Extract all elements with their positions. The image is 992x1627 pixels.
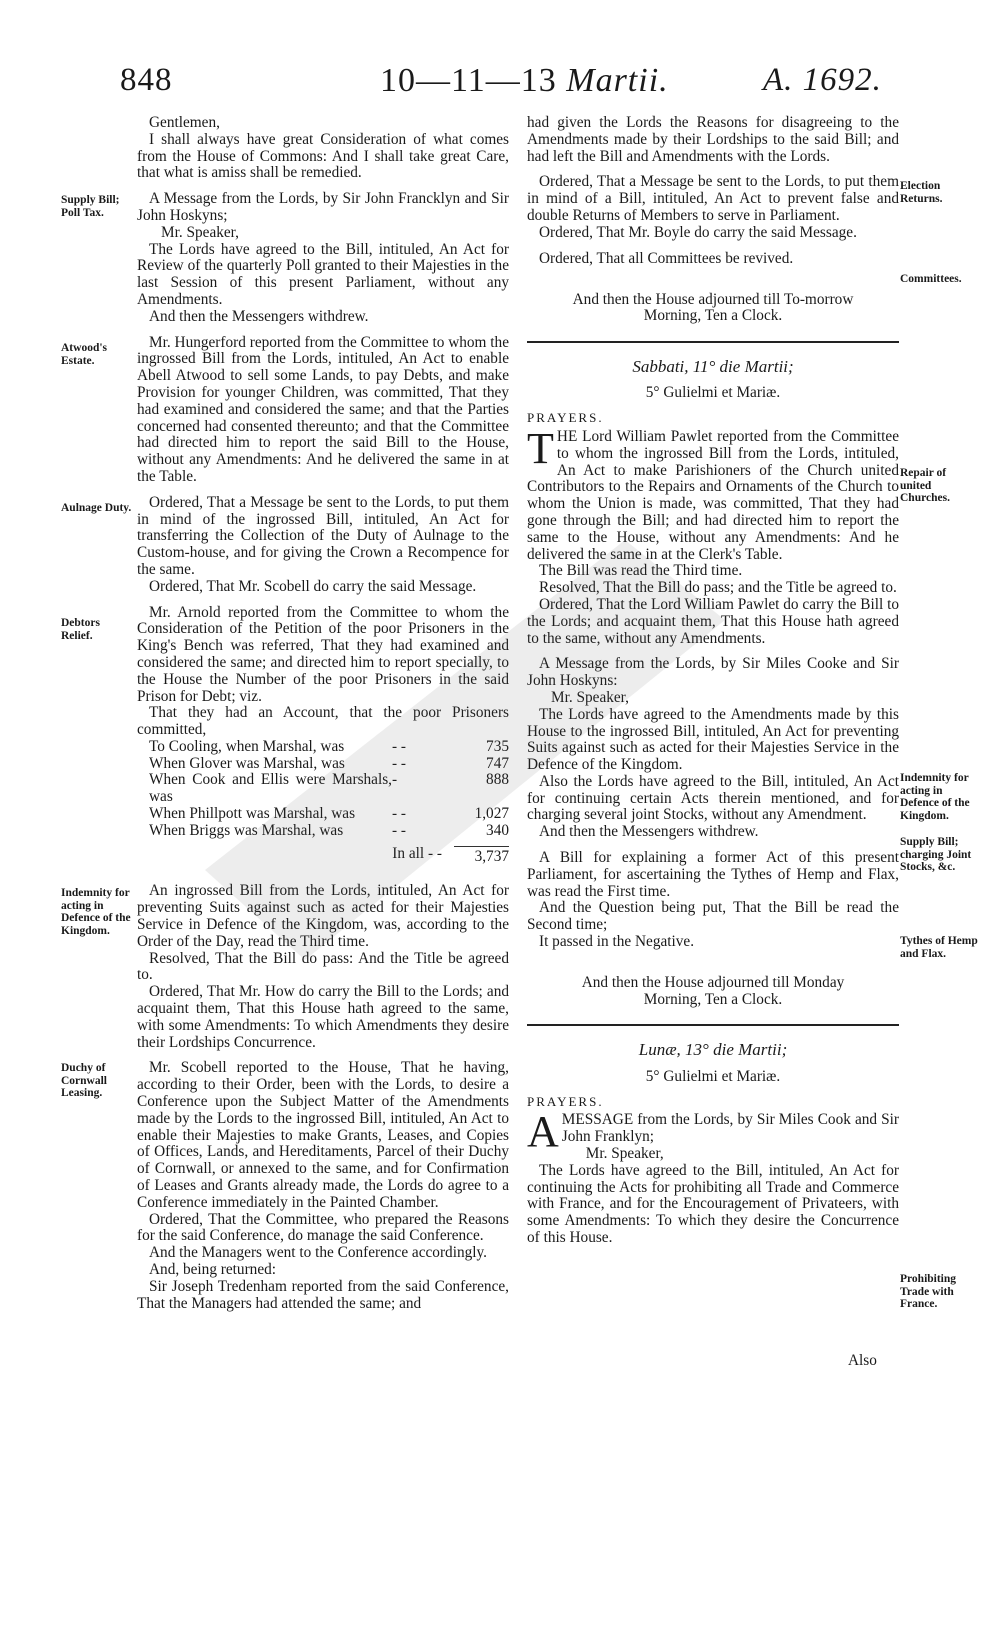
regnal-year: 5° Gulielmi et Mariæ. bbox=[645, 384, 781, 402]
prayers-label: PRAYERS. bbox=[527, 1093, 604, 1109]
paragraph: And the Question being put, That the Bill be read the Second time; bbox=[527, 899, 899, 934]
paragraph: Mr. Speaker, bbox=[585, 1145, 664, 1163]
row-value: 888 bbox=[486, 771, 509, 789]
row-value: 340 bbox=[486, 821, 509, 839]
paragraph: Mr. Speaker, bbox=[161, 223, 239, 241]
table-row bbox=[149, 823, 509, 840]
paragraph: Ordered, That a Message be sent to the Lords, to put them in mind of the ingrossed Bill, intituled, An Act for transferring the Collection of the Duty of Aulnage to the Custom-house, and for giving the Crown a Recompence for the same. bbox=[137, 493, 509, 578]
adjourn-line: And then the House adjourned till To-morrow Morning, Ten a Clock. bbox=[572, 290, 854, 325]
regnal-year: 5° Gulielmi et Mariæ. bbox=[645, 1067, 781, 1085]
paragraph: A Bill for explaining a former Act of this present Parliament, for ascertaining the Tythes of Hemp and Flax, was read the First time. bbox=[527, 849, 899, 900]
margin-note: Aulnage Duty. bbox=[61, 502, 132, 514]
paragraph: A Message from the Lords, by Sir Miles Cooke and Sir John Hoskyns: bbox=[527, 655, 899, 690]
left-column bbox=[137, 115, 509, 1312]
page-number: 848 bbox=[120, 62, 173, 98]
row-label: When Briggs was Marshal, was bbox=[149, 821, 344, 839]
section-divider bbox=[527, 1024, 899, 1026]
row-value: 1,027 bbox=[474, 805, 509, 823]
paragraph: A Message from the Lords, by Sir John Francklyn and Sir John Hoskyns; bbox=[137, 190, 509, 224]
paragraph: Ordered, That Mr. Scobell do carry the said Message. bbox=[149, 577, 477, 595]
prayers-label: PRAYERS. bbox=[527, 410, 604, 426]
paragraph: And the Managers went to the Conference accordingly. bbox=[149, 1244, 487, 1262]
paragraph: Mr. Arnold reported from the Committee to whom the Consideration of the Petition of the poor Prisoners in the King's Bench was referred, That they had examined and considered the same; and directed him to report specially, to the House the Number of the poor Prisoners in the said Prison for Debt; viz. bbox=[137, 603, 509, 705]
paragraph: The Lords have agreed to the Amendments made by this House to the ingrossed Bill, intituled, An Act for preventing Suits against such as acted for their Majesties Service in the Defence of the Kingdom. bbox=[527, 705, 899, 774]
table-total-row bbox=[149, 846, 509, 866]
page-date: 10—11—13 Martii. bbox=[380, 62, 669, 99]
paragraph: That they had an Account, that the poor Prisoners committed, bbox=[137, 704, 509, 739]
paragraph: Ordered, That a Message be sent to the Lords, to put them in mind of a Bill, intituled, An Act to prevent false and double Returns of Members to serve in Parliament. bbox=[527, 173, 899, 224]
paragraph: Ordered, That the Lord William Pawlet do carry the Bill to the Lords; and acquaint them, That this House hath agreed to the same, without any Amendments. bbox=[527, 595, 899, 647]
row-value: 747 bbox=[486, 754, 509, 772]
catchword: Also bbox=[848, 1352, 877, 1369]
paragraph: Mr. Scobell reported to the House, That he having, according to their Order, been with the Lords, to desire a Conference upon the Subject Matter of the Amendments made by the Lords to the ingrossed Bill, intituled, An Act to enable their Majesties to make Grants, Leases, and Copies of Offices, Lands, and Hereditaments, Parcel of their Duchy of Cornwall, or annexed to the same, and for Confirmation of Leases and Grants already made, the Lords do agree to a Conference immediately in the Painted Chamber. bbox=[137, 1059, 509, 1211]
total-label: In all - - bbox=[392, 844, 442, 862]
margin-note: Debtors Relief. bbox=[61, 617, 100, 642]
row-dashes: - - bbox=[392, 737, 407, 755]
table-row bbox=[149, 756, 509, 773]
margin-note: Supply Bill; Poll Tax. bbox=[61, 194, 120, 219]
paragraph: The Bill was read the Third time. bbox=[539, 562, 743, 580]
margin-note: Supply Bill; charging Joint Stocks, &c. bbox=[900, 836, 972, 874]
drop-cap: T bbox=[527, 423, 554, 473]
row-label: When Cook and Ellis were Marshals, was bbox=[149, 771, 392, 806]
paragraph-text: MESSAGE from the Lords, by Sir Miles Cook and Sir John Franklyn; bbox=[561, 1111, 899, 1146]
paragraph: Ordered, That all Committees be revived. bbox=[539, 249, 794, 267]
table-row bbox=[149, 772, 509, 806]
prisoner-table bbox=[149, 739, 509, 866]
page-year: A. 1692. bbox=[763, 62, 882, 98]
paragraph: Sir Joseph Tredenham reported from the said Conference, That the Managers had attended the same; and bbox=[137, 1277, 509, 1312]
paragraph bbox=[527, 423, 899, 563]
date-day-a: 10 bbox=[380, 62, 416, 99]
margin-note: Duchy of Cornwall Leasing. bbox=[61, 1062, 107, 1100]
paragraph: Also the Lords have agreed to the Bill, intituled, An Act for continuing certain Acts therein mentioned, and for charging several joint Stocks, without any Amendment. bbox=[527, 772, 899, 824]
row-dashes: - - bbox=[392, 821, 407, 839]
table-row bbox=[149, 806, 509, 823]
margin-note: Atwood's Estate. bbox=[61, 342, 108, 367]
table-row bbox=[149, 739, 509, 756]
paragraph: An ingrossed Bill from the Lords, intituled, An Act for preventing Suits against such as acted for their Majesties Service in Defence of the Kingdom, was, according to the Order of the Day, read the Third time. bbox=[137, 882, 509, 950]
paragraph: had given the Lords the Reasons for disagreeing to the Amendments made by their Lordships to the said Bill; and had left the Bill and Amendments with the Lords. bbox=[527, 114, 899, 165]
right-column bbox=[527, 115, 899, 1247]
row-dashes: - - bbox=[392, 754, 407, 772]
section-divider bbox=[527, 341, 899, 343]
total-value: 3,737 bbox=[454, 846, 509, 866]
paragraph: Resolved, That the Bill do pass: And the Title be agreed to. bbox=[137, 949, 509, 984]
day-heading: Lunæ, 13° die Martii; bbox=[638, 1040, 788, 1060]
margin-note: Tythes of Hemp and Flax. bbox=[900, 935, 978, 960]
margin-note: Committees. bbox=[900, 273, 962, 285]
paragraph: Ordered, That Mr. Boyle do carry the said Message. bbox=[539, 223, 857, 241]
date-day-c: 13 bbox=[520, 62, 557, 99]
paragraph: And, being returned: bbox=[149, 1261, 277, 1278]
paragraph: Resolved, That the Bill do pass; and the Title be agreed to. bbox=[539, 579, 897, 597]
margin-note: Indemnity for acting in Defence of the Kingdom. bbox=[900, 772, 970, 822]
paragraph: The Lords have agreed to the Bill, intituled, An Act for Review of the quarterly Poll granted to their Majesties in the last Session of this present Parliament, without any Amendments. bbox=[137, 240, 509, 308]
row-label: To Cooling, when Marshal, was bbox=[149, 737, 345, 755]
row-label: When Phillpott was Marshal, was bbox=[149, 805, 356, 823]
paragraph: Gentlemen, bbox=[149, 114, 220, 131]
paragraph: Mr. Speaker, bbox=[551, 688, 629, 706]
drop-cap: A bbox=[527, 1107, 559, 1157]
paragraph: It passed in the Negative. bbox=[539, 933, 695, 951]
paragraph: Ordered, That the Committee, who prepared the Reasons for the said Conference, do manage the said Conference. bbox=[137, 1210, 509, 1245]
adjourn-line: And then the House adjourned till Monday Morning, Ten a Clock. bbox=[581, 974, 845, 1008]
paragraph: And then the Messengers withdrew. bbox=[539, 823, 759, 841]
row-dashes: - bbox=[392, 771, 398, 789]
row-value: 735 bbox=[486, 737, 509, 755]
margin-note: Indemnity for acting in Defence of the Kingdom. bbox=[61, 887, 131, 937]
paragraph: And then the Messengers withdrew. bbox=[149, 307, 369, 325]
margin-note: Prohibiting Trade with France. bbox=[900, 1273, 957, 1311]
paragraph-text: HE Lord William Pawlet reported from the Committee to whom the ingrossed Bill from the Lords, intituled, An Act to make Parishioners of the Church united Contributors to the Repairs and Ornaments of the Church to whom the Union is made, was committed, That they had gone through the Bill; and had directed him to report the same to the House, without any Amendments: And he delivered the same in at the Clerk's Table. bbox=[527, 427, 899, 563]
margin-note: Election Returns. bbox=[900, 180, 943, 205]
date-day-b: 11 bbox=[451, 62, 486, 99]
margin-note: Repair of united Churches. bbox=[900, 467, 950, 505]
date-month: Martii. bbox=[566, 62, 669, 99]
row-label: When Glover was Marshal, was bbox=[149, 754, 345, 772]
paragraph: Mr. Hungerford reported from the Committee to whom the ingrossed Bill from the Lords, intituled, An Act to enable Abell Atwood to sell some Lands, to pay Debts, and make Provision for younger Children, was committed, That they had examined and considered the same; and that the Parties concerned had consented thereunto; and that the Committee had directed him to report the said Bill to the House, without any Amendments: And he delivered the same in at the Table. bbox=[137, 333, 509, 485]
paragraph: The Lords have agreed to the Bill, intituled, An Act for continuing the Acts for prohibiting all Trade and Commerce with France, and for the Encouragement of Privateers, with some Amendments: To which they desire the Concurrence of this House. bbox=[527, 1161, 899, 1247]
day-heading: Sabbati, 11° die Martii; bbox=[632, 356, 794, 376]
paragraph: I shall always have great Consideration of what comes from the House of Commons: And I shall take great Care, that what is amiss shall be remedied. bbox=[137, 130, 509, 182]
paragraph: Ordered, That Mr. How do carry the Bill to the Lords; and acquaint them, That this House hath agreed to the same, with some Amendments: To which Amendments they desire their Lordships Concurrence. bbox=[137, 983, 509, 1051]
row-dashes: - - bbox=[392, 805, 407, 823]
